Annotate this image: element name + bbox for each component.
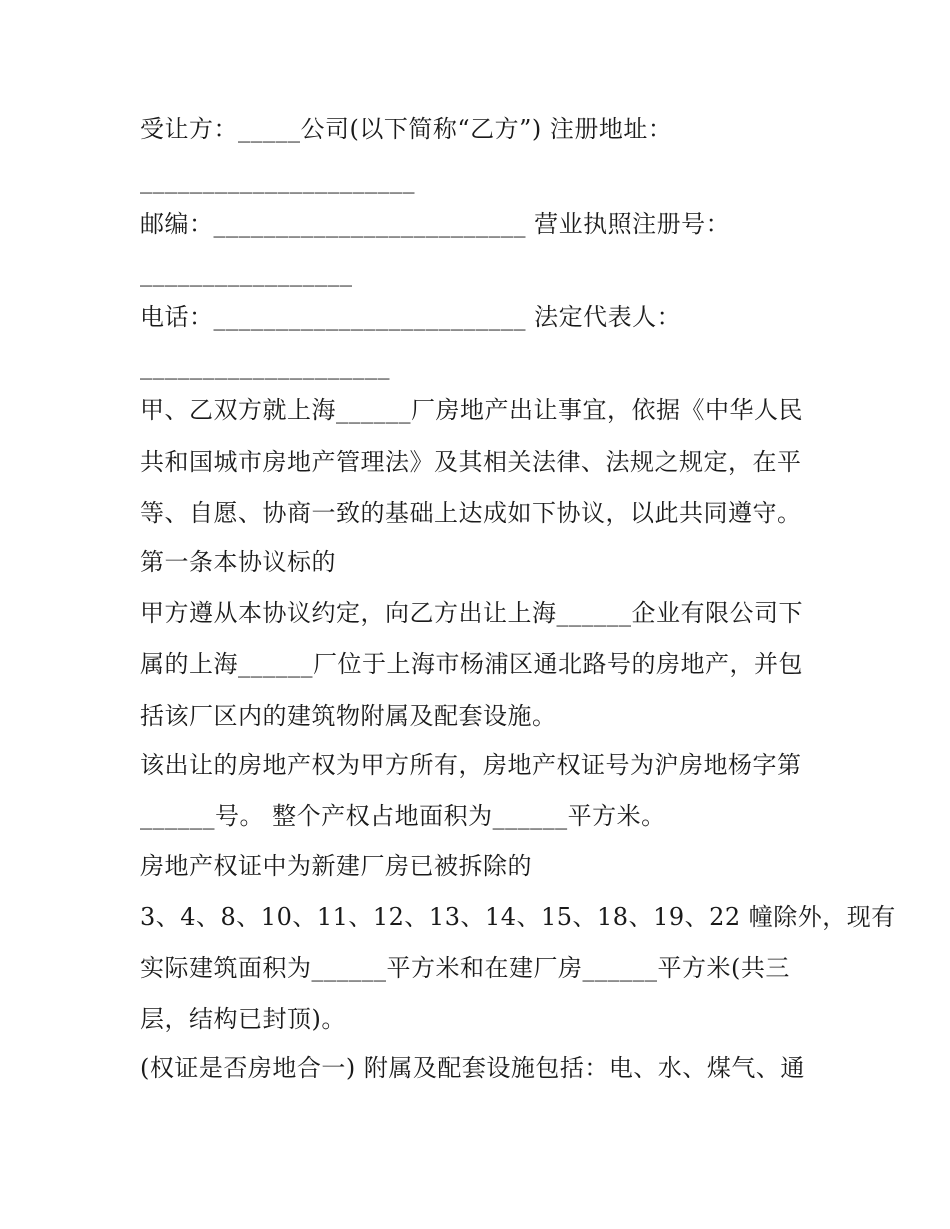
paragraph-line: 甲、乙双方就上海______厂房地产出让事宜，依据《中华人民 xyxy=(140,396,803,424)
paragraph-line: 甲方遵从本协议约定，向乙方出让上海______企业有限公司下 xyxy=(140,599,803,627)
paragraph-line: 3、4、8、10、11、12、13、14、15、18、19、22 幢除外，现有 xyxy=(140,903,896,931)
paragraph-line: 属的上海______厂位于上海市杨浦区通北路号的房地产，并包 xyxy=(140,650,803,678)
phone-line: 电话：_________________________ 法定代表人： xyxy=(140,303,682,331)
paragraph-line: 共和国城市房地产管理法》及其相关法律、法规之规定，在平 xyxy=(140,448,802,476)
paragraph-line: 房地产权证中为新建厂房已被拆除的 xyxy=(140,852,532,880)
address-blank-line: ______________________ xyxy=(140,166,415,194)
paragraph-line: 层，结构已封顶)。 xyxy=(140,1005,346,1033)
paragraph-line: 括该厂区内的建筑物附属及配套设施。 xyxy=(140,702,557,730)
paragraph-line: (权证是否房地合一) 附属及配套设施包括：电、水、煤气、通 xyxy=(140,1054,805,1082)
section-heading: 第一条本协议标的 xyxy=(140,548,336,576)
postcode-line: 邮编：_________________________ 营业执照注册号： xyxy=(140,210,731,238)
representative-blank-line: ____________________ xyxy=(140,352,390,380)
paragraph-line: 该出让的房地产权为甲方所有，房地产权证号为沪房地杨字第 xyxy=(140,751,802,779)
paragraph-line: ______号。 整个产权占地面积为______平方米。 xyxy=(140,802,666,830)
license-blank-line: _________________ xyxy=(140,259,353,287)
paragraph-line: 实际建筑面积为______平方米和在建厂房______平方米(共三 xyxy=(140,954,790,982)
paragraph-line: 等、自愿、协商一致的基础上达成如下协议，以此共同遵守。 xyxy=(140,499,802,527)
transferee-line: 受让方：_____公司(以下简称“乙方”) 注册地址： xyxy=(140,115,673,143)
